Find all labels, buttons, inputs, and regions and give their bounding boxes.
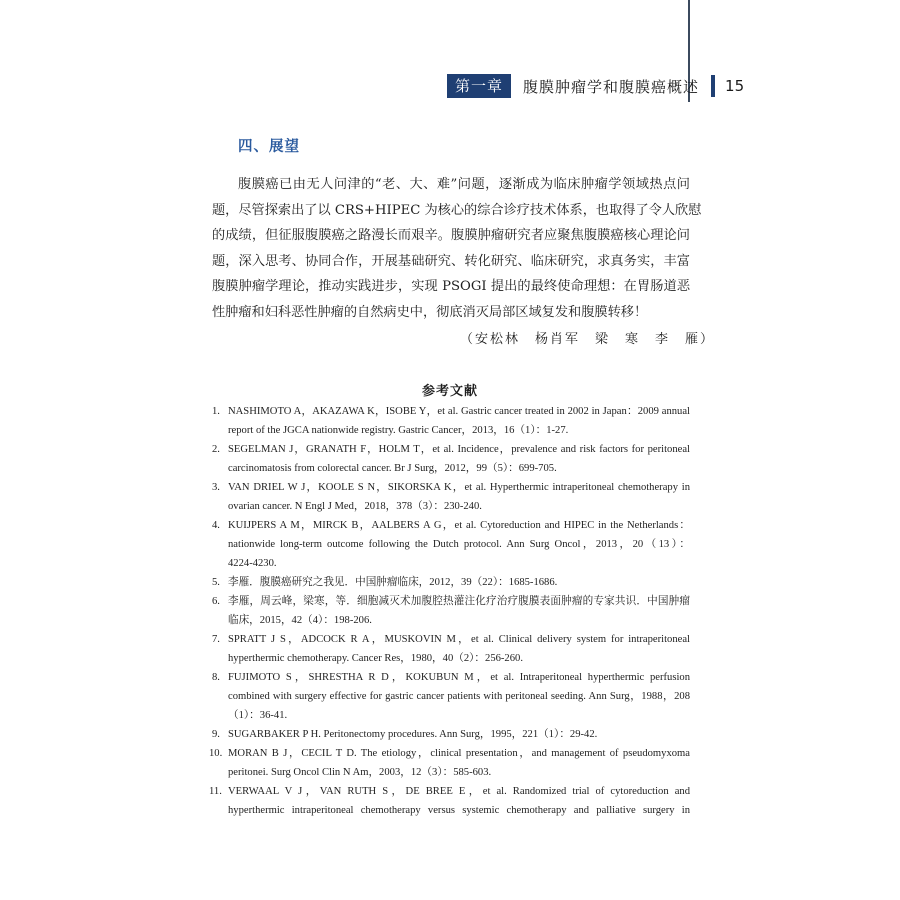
- reference-item: [212, 573, 690, 592]
- reference-number: 2.: [212, 444, 220, 455]
- reference-item: [212, 725, 690, 744]
- reference-number: 7.: [212, 634, 220, 645]
- reference-line: SUGARBAKER P H. Peritonectomy procedures. Ann Surg，1995，221（1）：29-42.: [228, 729, 598, 740]
- reference-line: peritonei. Surg Oncol Clin N Am，2003，12（3）：585-603.: [228, 767, 492, 778]
- reference-number: 6.: [212, 596, 220, 607]
- reference-item: [212, 402, 690, 440]
- reference-item: [209, 782, 690, 820]
- reference-number: 10.: [209, 748, 223, 759]
- running-header: [447, 74, 744, 98]
- paragraph-line: 题，深入思考、协同合作，开展基础研究、转化研究、临床研究，求真务实，丰富: [212, 253, 690, 269]
- author-signature: （安松林 杨肖军 梁 寒 李 雁）: [460, 332, 716, 347]
- header-divider-bar: [711, 75, 715, 97]
- reference-line: VERWAAL V J，VAN RUTH S，DE BREE E，et al. Randomized trial of cytoreduction and: [228, 786, 690, 797]
- reference-item: [212, 592, 690, 630]
- reference-line: report of the JGCA nationwide registry. Gastric Cancer，2013，16（1）：1-27.: [228, 425, 569, 436]
- reference-line: 李雁．腹膜癌研究之我见．中国肿瘤临床，2012，39（22）：1685-1686.: [228, 577, 558, 588]
- section-heading: 四、展望: [238, 139, 300, 155]
- reference-number: 3.: [212, 482, 220, 493]
- paragraph-line: 题，尽管探索出了以 CRS+HIPEC 为核心的综合诊疗技术体系，也取得了令人欣慰: [212, 202, 702, 218]
- paragraph-line: 的成绩，但征服腹膜癌之路漫长而艰辛。腹膜肿瘤研究者应聚焦腹膜癌核心理论问: [212, 228, 690, 244]
- reference-line: FUJIMOTO S，SHRESTHA R D，KOKUBUN M，et al. Intraperitoneal hyperthermic perfusion: [228, 672, 690, 683]
- reference-line: 李雁，周云峰，梁寒，等．细胞减灭术加腹腔热灌注化疗治疗腹膜表面肿瘤的专家共识．中国肿瘤: [228, 596, 690, 607]
- paragraph-line: 性肿瘤和妇科恶性肿瘤的自然病史中，彻底消灭局部区域复发和腹膜转移！: [212, 304, 648, 320]
- reference-number: 4.: [212, 520, 220, 531]
- reference-line: carcinomatosis from colorectal cancer. Br J Surg，2012，99（5）：699-705.: [228, 463, 557, 474]
- reference-line: （1）：36-41.: [228, 710, 288, 721]
- chapter-tag: 第一章: [447, 74, 511, 98]
- reference-number: 9.: [212, 729, 220, 740]
- page-number: 15: [725, 77, 745, 95]
- reference-line: MORAN B J，CECIL T D. The etiology，clinical presentation，and management of pseudomyxoma: [228, 748, 690, 759]
- reference-number: 1.: [212, 406, 220, 417]
- reference-item: [212, 516, 690, 573]
- reference-item: [212, 478, 690, 516]
- reference-list: [209, 402, 690, 820]
- reference-line: hyperthermic intraperitoneal chemotherapy versus systemic chemotherapy and palliative surgery in: [228, 805, 690, 816]
- reference-line: VAN DRIEL W J，KOOLE S N，SIKORSKA K，et al. Hyperthermic intraperitoneal chemotherapy in: [228, 482, 690, 493]
- reference-item: [209, 744, 690, 782]
- reference-line: combined with surgery effective for gastric cancer patients with peritoneal seeding. Ann Surg，1988，208: [228, 691, 690, 702]
- paragraph-line: 腹膜癌已由无人问津的“老、大、难”问题，逐渐成为临床肿瘤学领域热点问: [238, 177, 690, 192]
- reference-line: NASHIMOTO A，AKAZAWA K，ISOBE Y，et al. Gastric cancer treated in 2002 in Japan：2009 annual: [228, 406, 690, 417]
- reference-number: 5.: [212, 577, 220, 588]
- reference-number: 11.: [209, 786, 222, 797]
- reference-line: 4224-4230.: [228, 558, 277, 569]
- reference-line: KUIJPERS A M，MIRCK B，AALBERS A G，et al. Cytoreduction and HIPEC in the Netherlands：: [228, 520, 690, 531]
- reference-line: ovarian cancer. N Engl J Med，2018，378（3）：230-240.: [228, 501, 482, 512]
- reference-item: [212, 630, 690, 668]
- body-paragraph: [212, 172, 702, 326]
- reference-line: SPRATT J S，ADCOCK R A，MUSKOVIN M，et al. Clinical delivery system for intraperitoneal: [228, 634, 690, 645]
- reference-item: [212, 440, 690, 478]
- references-heading: 参考文献: [421, 384, 478, 399]
- reference-line: SEGELMAN J，GRANATH F，HOLM T，et al. Incidence，prevalence and risk factors for peritoneal: [228, 444, 690, 455]
- reference-line: hyperthermic chemotherapy. Cancer Res，1980，40（2）：256-260.: [228, 653, 523, 664]
- paragraph-line: 腹膜肿瘤学理论，推动实践进步，实现 PSOGI 提出的最终使命理想：在胃肠道恶: [212, 279, 690, 295]
- reference-item: [212, 668, 690, 725]
- reference-line: 临床，2015，42（4）：198-206.: [228, 615, 372, 626]
- reference-number: 8.: [212, 672, 220, 683]
- chapter-title: 腹膜肿瘤学和腹膜癌概述: [523, 77, 700, 96]
- reference-line: nationwide long-term outcome following the Dutch protocol. Ann Surg Oncol，2013，20（13）：: [228, 539, 690, 550]
